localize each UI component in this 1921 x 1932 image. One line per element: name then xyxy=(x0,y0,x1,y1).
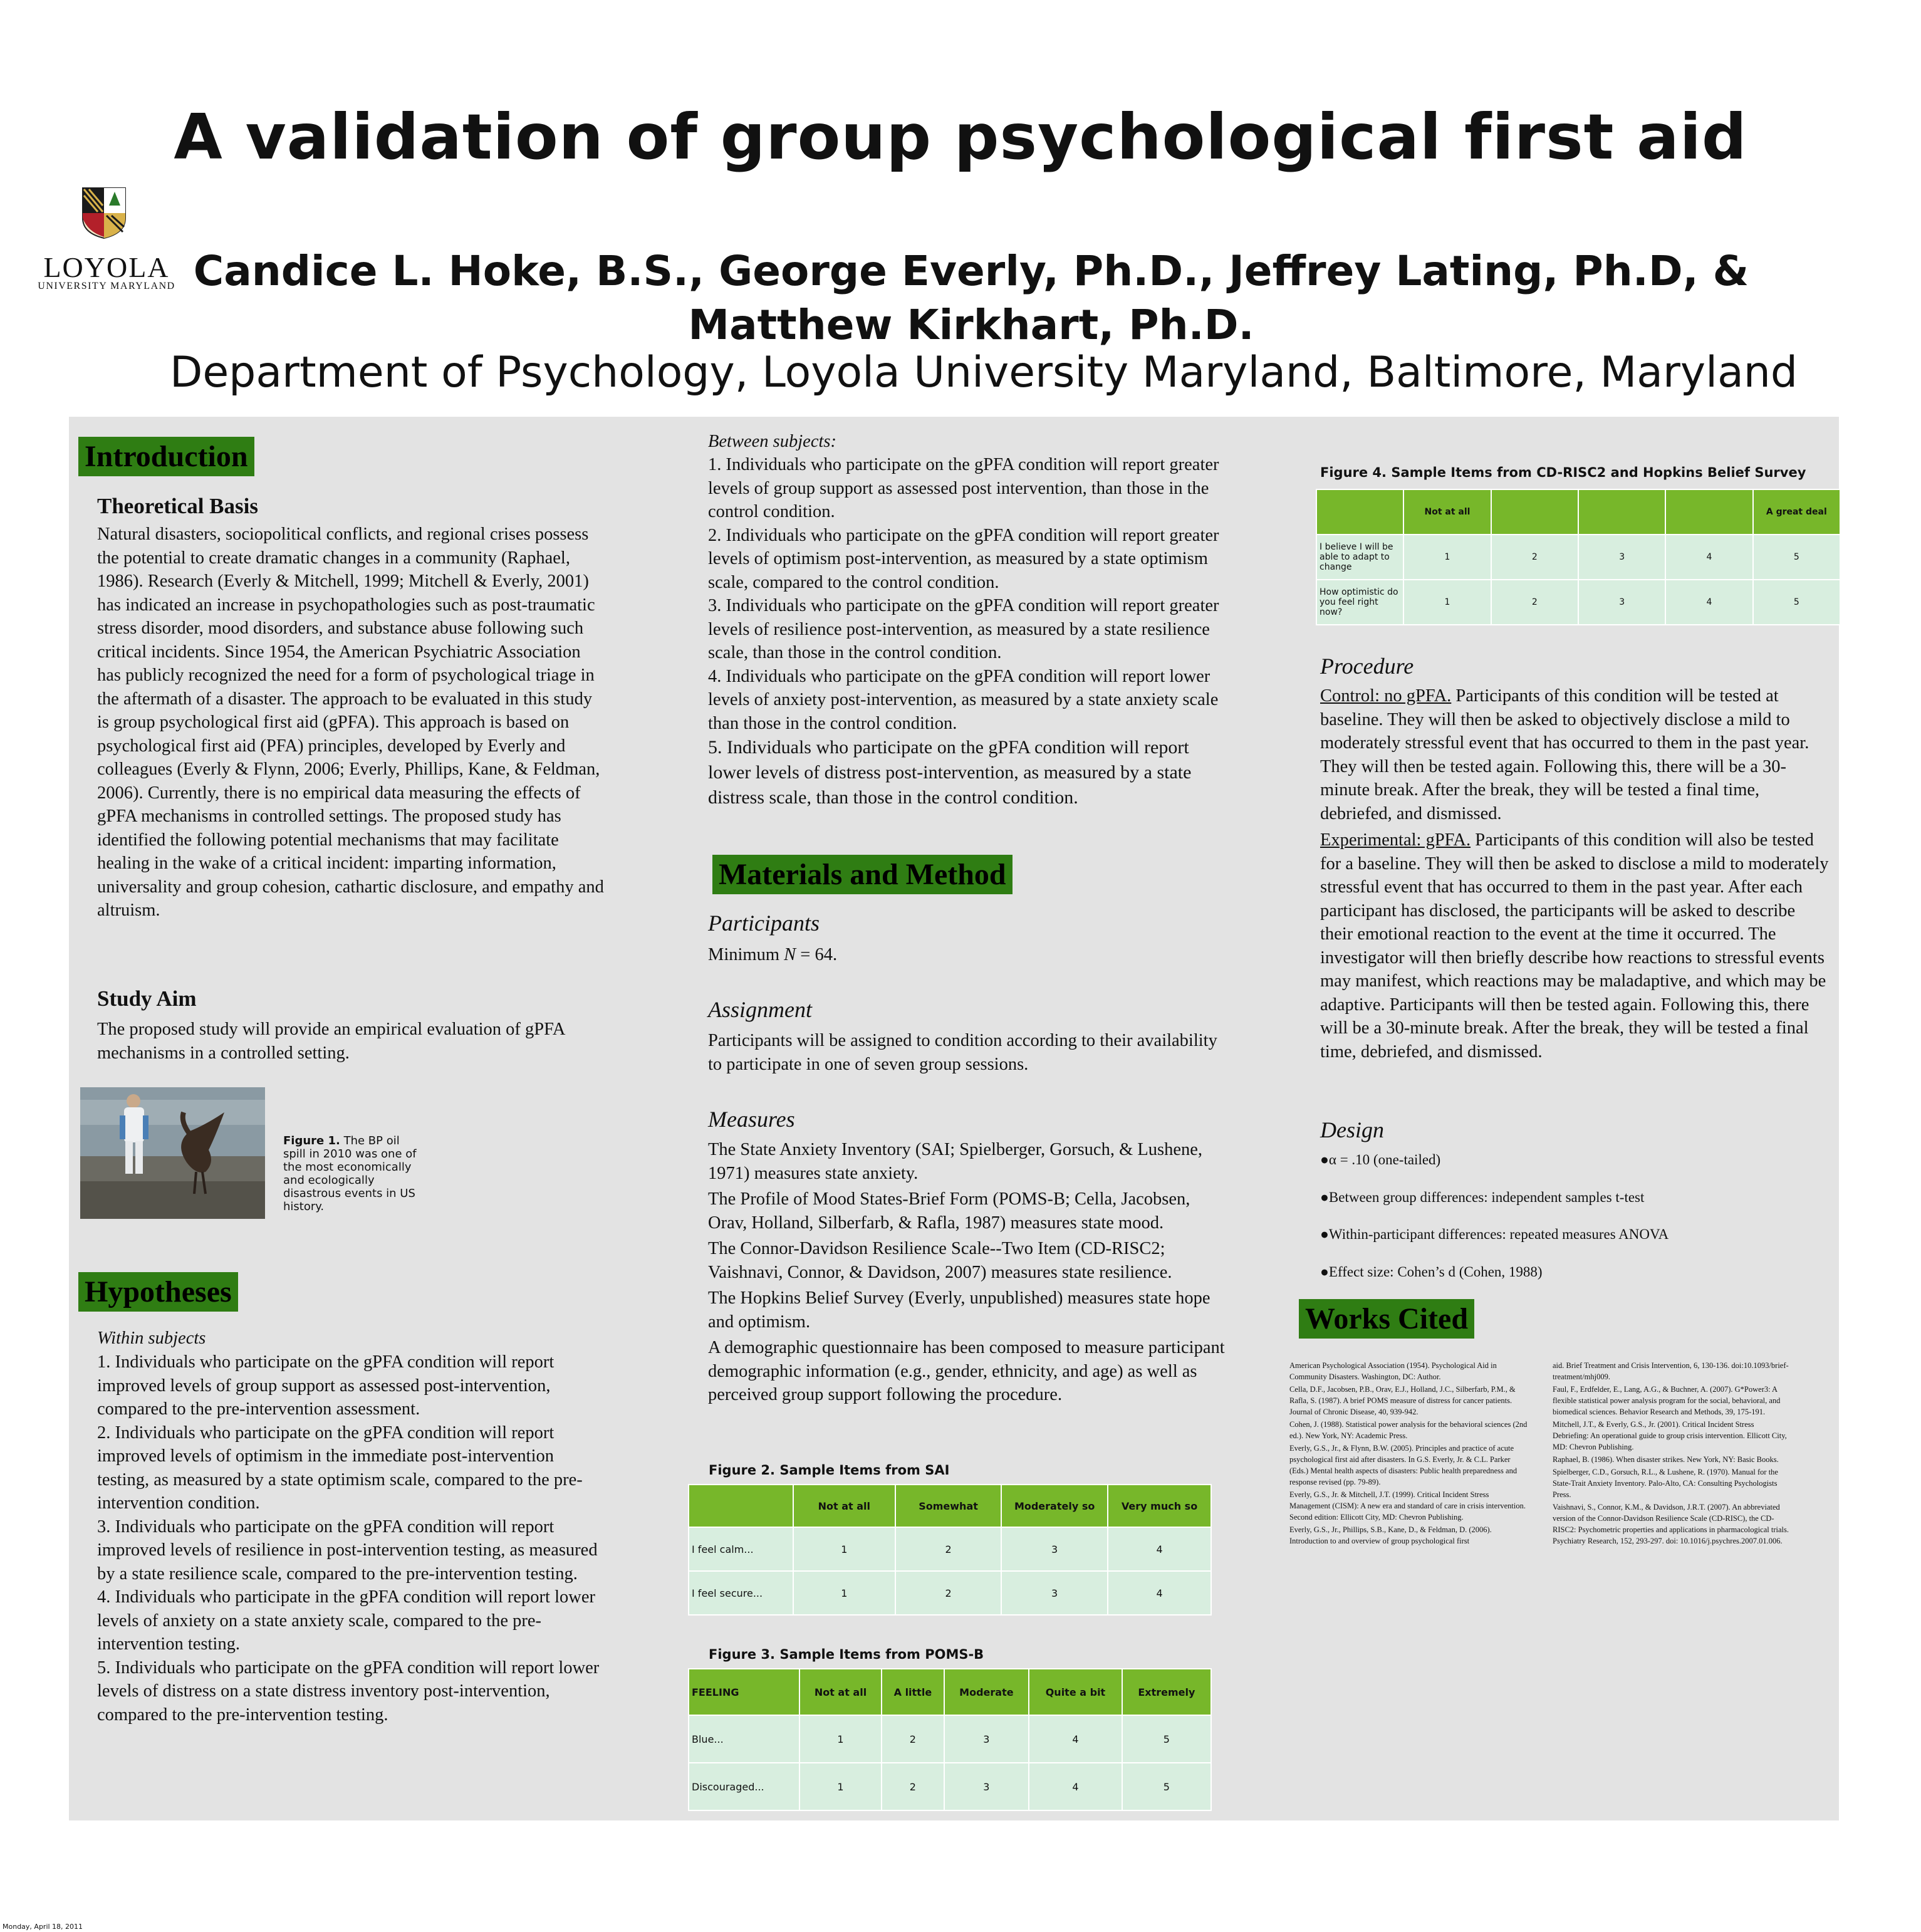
reference-item: aid. Brief Treatment and Crisis Intervention, 6, 130-136. doi:10.1093/brief-treatment/mhj009. xyxy=(1553,1361,1789,1381)
figure2-header-cell xyxy=(689,1485,793,1527)
design-item: ●α = .10 (one-tailed) xyxy=(1320,1152,1441,1167)
figure3-header-cell: Not at all xyxy=(799,1669,882,1715)
study-aim-heading: Study Aim xyxy=(97,986,197,1011)
participants-text xyxy=(708,943,1222,967)
assignment-text: Participants will be assigned to condition according to their availability to participate in one of seven group sessions. xyxy=(708,1031,1217,1074)
assignment-heading: Assignment xyxy=(708,997,812,1022)
measure-cdrisc: The Connor-Davidson Resilience Scale--Two Item (CD-RISC2; Vaishnavi, Connor, & Davidson, 2007) measures state resilience. xyxy=(708,1239,1172,1282)
design-list xyxy=(1320,1148,1831,1283)
figure4-cell: 1 xyxy=(1403,535,1491,580)
participants-heading: Participants xyxy=(708,911,820,936)
within-hypothesis-2: 2. Individuals who participate on the gPFA condition will report improved levels of optimism in the immediate post-intervention testing, as measured by a state optimism scale, compared to the pre-intervention condition. xyxy=(97,1423,583,1513)
reference-item: Vaishnavi, S., Connor, K.M., & Davidson, J.R.T. (2007). An abbreviated version of the Connor-Davidson Resilience Scale (CD-RISC), the CD-RISC2: Psychometric properties and applications in pharmacological trials. Psychiatry Research, 152, 293-297. doi: 10.1016/j.psychres.2007.01.006. xyxy=(1553,1503,1789,1545)
figure3-cell: 1 xyxy=(799,1715,882,1763)
materials-method-heading: Materials and Method xyxy=(712,855,1013,894)
figure3-cell: 5 xyxy=(1122,1715,1211,1763)
between-subjects-list xyxy=(708,453,1228,810)
table-row xyxy=(1316,535,1840,580)
within-hypothesis-3: 3. Individuals who participate on the gPFA condition will report improved levels of resilience in post-intervention testing, as measured by a state resilience scale, compared to the pre-intervention testing. xyxy=(97,1517,598,1584)
within-subjects-list xyxy=(97,1350,608,1726)
oil-spill-photo xyxy=(80,1087,265,1219)
between-subjects-label: Between subjects: xyxy=(708,432,836,451)
figure2-header-cell: Very much so xyxy=(1108,1485,1211,1527)
figure4-header-cell xyxy=(1665,489,1752,535)
figure2-cell: 3 xyxy=(1001,1527,1108,1571)
figure4-table xyxy=(1316,489,1841,625)
figure2-header-cell: Moderately so xyxy=(1001,1485,1108,1527)
measure-demographic: A demographic questionnaire has been composed to measure participant demographic information (e.g., gender, ethnicity, and age) as well as perceived group support following the procedure. xyxy=(708,1338,1225,1404)
design-item-effect-size: Effect size: Cohen’s d (Cohen, 1988) xyxy=(1328,1263,1543,1280)
figure3-header-cell: Extremely xyxy=(1122,1669,1211,1715)
figure2-cell: 2 xyxy=(895,1571,1001,1615)
table-row xyxy=(689,1571,1211,1615)
hypotheses-heading: Hypotheses xyxy=(78,1272,238,1312)
shield-icon xyxy=(81,187,127,239)
references-right xyxy=(1553,1360,1791,1548)
logo-subtitle: UNIVERSITY MARYLAND xyxy=(38,281,175,291)
figure1-caption xyxy=(283,1134,421,1213)
figure1-caption-text: The BP oil spill in 2010 was one of the most economically and ecologically disastrous events in US history. xyxy=(283,1134,417,1213)
department-affiliation: Department of Psychology, Loyola University Maryland, Baltimore, Maryland xyxy=(169,348,1798,397)
figure4-cell: 4 xyxy=(1665,535,1752,580)
between-hypothesis-4: 4. Individuals who participate on the gPFA condition will report lower levels of anxiety post-intervention, as measured by a state anxiety scale than those in the control condition. xyxy=(708,666,1219,733)
figure4-cell: 4 xyxy=(1665,580,1752,625)
control-label: Control: no gPFA. xyxy=(1320,686,1452,706)
figure2-header-cell: Somewhat xyxy=(895,1485,1001,1527)
participants-n: N xyxy=(784,945,796,964)
figure3-table xyxy=(688,1668,1212,1811)
figure4-header-cell xyxy=(1316,489,1403,535)
procedure-experimental xyxy=(1320,828,1831,1063)
figure3-title: Figure 3. Sample Items from POMS-B xyxy=(709,1647,984,1662)
figure2-cell: 1 xyxy=(793,1571,895,1615)
within-subjects-label: Within subjects xyxy=(97,1329,206,1348)
figure2-table xyxy=(688,1484,1212,1616)
between-hypothesis-2: 2. Individuals who participate on the gPFA condition will report greater levels of optimism post-intervention, as measured by a state optimism scale, compared to the control condition. xyxy=(708,525,1219,592)
figure4-header-cell xyxy=(1578,489,1665,535)
within-hypothesis-4: 4. Individuals who participate in the gPFA condition will report lower levels of anxiety on a state anxiety scale, compared to the pre-intervention testing. xyxy=(97,1587,595,1654)
reference-item: Cella, D.F., Jacobsen, P.B., Orav, E.J., Holland, J.C., Silberfarb, P.M., & Rafla, S. (1987). A brief POMS measure of distress for cancer patients. Journal of Chronic Disease, 40, 939-942. xyxy=(1289,1385,1516,1416)
logo-wordmark: LOYOLA xyxy=(43,251,170,283)
reference-item: Raphael, B. (1986). When disaster strikes. New York, NY: Basic Books. xyxy=(1553,1455,1779,1464)
figure4-cell: 5 xyxy=(1753,580,1840,625)
figure3-cell: 2 xyxy=(882,1715,944,1763)
participants-text-pre: Minimum xyxy=(708,945,784,964)
figure2-cell: I feel secure... xyxy=(689,1571,793,1615)
design-heading: Design xyxy=(1320,1117,1384,1142)
figure3-cell: 3 xyxy=(944,1715,1029,1763)
figure4-title: Figure 4. Sample Items from CD-RISC2 and Hopkins Belief Survey xyxy=(1320,465,1806,480)
study-aim-text: The proposed study will provide an empirical evaluation of gPFA mechanisms in a controlled setting. xyxy=(97,1020,565,1063)
reference-item: Cohen, J. (1988). Statistical power analysis for the behavioral sciences (2nd ed.). New York, NY: Academic Press. xyxy=(1289,1420,1528,1440)
works-cited-heading: Works Cited xyxy=(1299,1299,1474,1339)
reference-item: Spielberger, C.D., Gorsuch, R.L., & Lushene, R. (1970). Manual for the State-Trait Anxiety Inventory. Palo-Alto, CA: Consulting Psychologists Press. xyxy=(1553,1468,1778,1499)
figure4-cell: 3 xyxy=(1578,535,1665,580)
figure4-cell: I believe I will be able to adapt to change xyxy=(1316,535,1403,580)
references-left xyxy=(1289,1360,1528,1548)
between-hypothesis-5: 5. Individuals who participate on the gPFA condition will report lower levels of distress post-intervention, as measured by a state distress scale, than those in the control condition. xyxy=(708,737,1192,808)
experimental-text: Participants of this condition will also be tested for a baseline. They will then be asked to disclose a mild to moderately stressful event that has occurred to them in the past year. After each participant has disclosed, the participants will be asked to describe their emotional reaction to the event at the time it occurred. The investigator will then briefly describe how reactions to stressful events may manifest, which reactions may be maladaptive, and which may be adaptive. Participants will then be tested again. Following this, there will be a 30-minute break. After the break, they will be tested a final time, debriefed, and dismissed. xyxy=(1320,830,1829,1062)
design-item-between: Between group differences: independent samples t-test xyxy=(1328,1189,1645,1205)
theoretical-basis-text: Natural disasters, sociopolitical conflicts, and regional crises possess the potential to create dramatic changes in a community (Raphael, 1986). Research (Everly & Mitchell, 1999; Mitchell & Everly, 2001) has indicated an increase in psychopathologies such as post-traumatic stress disorder, mood disorders, and substance abuse following such critical incidents. Since 1954, the American Psychiatric Association has publicly recognized the need for a form of psychological triage in the aftermath of a disaster. The approach to be evaluated in this study is group psychological first aid (gPFA). This approach is based on psychological first aid (PFA) principles, developed by Everly and colleagues (Everly & Flynn, 2006; Everly, Phillips, Kane, & Feldman, 2006). Currently, there is no empirical data measuring the effects of gPFA mechanisms in controlled settings. The proposed study has identified the following potential mechanisms that may facilitate healing in the wake of a critical incident: imparting information, universality and group cohesion, cathartic disclosure, and empathy and altruism. xyxy=(97,525,604,920)
poster-title: A validation of group psychological first aid xyxy=(174,100,1747,174)
figure4-header-cell: A great deal xyxy=(1753,489,1840,535)
figure2-cell: 4 xyxy=(1108,1527,1211,1571)
reference-item: Everly, G.S., Jr., & Flynn, B.W. (2005). Principles and practice of acute psychological first aid after disasters. In G.S. Everly, Jr. & C.L. Parker (Eds.) Mental health aspects of disasters: Public health preparedness and response revised (pp. 79-89). xyxy=(1289,1444,1518,1486)
figure2-cell: 3 xyxy=(1001,1571,1108,1615)
within-hypothesis-5: 5. Individuals who participate on the gPFA condition will report lower levels of distress on a state distress inventory post-intervention, compared to the pre-intervention testing. xyxy=(97,1658,600,1725)
figure3-header-cell: Quite a bit xyxy=(1029,1669,1122,1715)
between-hypothesis-3: 3. Individuals who participate on the gPFA condition will report greater levels of resilience post-intervention, as measured by a state resilience scale, than those in the control condition. xyxy=(708,596,1219,662)
reference-item: Everly, G.S., Jr., Phillips, S.B., Kane, D., & Feldman, D. (2006). Introduction to and overview of group psychological first xyxy=(1289,1525,1492,1545)
measure-hopkins: The Hopkins Belief Survey (Everly, unpublished) measures state hope and optimism. xyxy=(708,1288,1210,1332)
procedure-heading: Procedure xyxy=(1320,654,1414,679)
reference-item: Everly, G.S., Jr. & Mitchell, J.T. (1999). Critical Incident Stress Management (CISM): A new era and standard of care in crisis intervention. Second edition: Ellicott City, MD: Chevron Publishing. xyxy=(1289,1490,1526,1522)
figure2-cell: 4 xyxy=(1108,1571,1211,1615)
introduction-heading: Introduction xyxy=(78,437,254,476)
procedure-control xyxy=(1320,684,1831,825)
figure2-header-cell: Not at all xyxy=(793,1485,895,1527)
figure3-cell: Blue... xyxy=(689,1715,799,1763)
figure3-cell: 4 xyxy=(1029,1763,1122,1810)
figure3-header-cell: FEELING xyxy=(689,1669,799,1715)
figure3-header-cell: A little xyxy=(882,1669,944,1715)
loyola-logo xyxy=(34,182,179,295)
figure4-cell: How optimistic do you feel right now? xyxy=(1316,580,1403,625)
figure4-header-cell xyxy=(1491,489,1578,535)
reference-item: American Psychological Association (1954). Psychological Aid in Community Disasters. Washington, DC: Author. xyxy=(1289,1361,1497,1381)
table-row xyxy=(689,1763,1211,1810)
reference-item: Faul, F., Erdfelder, E., Lang, A.G., & Buchner, A. (2007). G*Power3: A flexible statistical power analysis program for the social, behavioral, and biomedical sciences. Behavior Research and Methods, 39, 175-191. xyxy=(1553,1385,1781,1416)
design-item-alpha: α = .10 (one-tailed) xyxy=(1328,1152,1441,1167)
figure2-cell: 2 xyxy=(895,1527,1001,1571)
design-item: ●Effect size: Cohen’s d (Cohen, 1988) xyxy=(1320,1263,1543,1280)
figure2-cell: 1 xyxy=(793,1527,895,1571)
design-item: ●Between group differences: independent samples t-test xyxy=(1320,1189,1645,1205)
figure3-cell: Discouraged... xyxy=(689,1763,799,1810)
table-row xyxy=(1316,580,1840,625)
theoretical-basis-heading: Theoretical Basis xyxy=(97,494,258,518)
between-hypothesis-1: 1. Individuals who participate on the gPFA condition will report greater levels of group support as assessed post intervention, than those in the control condition. xyxy=(708,455,1219,521)
footer-date: Monday, April 18, 2011 xyxy=(3,1923,83,1931)
figure4-cell: 2 xyxy=(1491,580,1578,625)
figure4-cell: 5 xyxy=(1753,535,1840,580)
figure3-cell: 1 xyxy=(799,1763,882,1810)
participants-text-post: = 64. xyxy=(796,945,838,964)
experimental-label: Experimental: gPFA. xyxy=(1320,830,1471,850)
within-hypothesis-1: 1. Individuals who participate on the gPFA condition will report improved levels of group support as assessed post-intervention, compared to the pre-intervention assessment. xyxy=(97,1352,554,1419)
measure-poms: The Profile of Mood States-Brief Form (POMS-B; Cella, Jacobsen, Orav, Holland, Silberfarb, & Rafla, 1987) measures state mood. xyxy=(708,1189,1190,1233)
figure4-cell: 3 xyxy=(1578,580,1665,625)
table-row xyxy=(689,1715,1211,1763)
figure4-cell: 1 xyxy=(1403,580,1491,625)
figure4-header-cell: Not at all xyxy=(1403,489,1491,535)
table-row xyxy=(689,1527,1211,1571)
figure1-label: Figure 1. xyxy=(283,1134,340,1147)
figure3-cell: 3 xyxy=(944,1763,1029,1810)
figure3-header-cell: Moderate xyxy=(944,1669,1029,1715)
design-item: ●Within-participant differences: repeated measures ANOVA xyxy=(1320,1226,1669,1242)
figure3-cell: 5 xyxy=(1122,1763,1211,1810)
reference-item: Mitchell, J.T., & Everly, G.S., Jr. (2001). Critical Incident Stress Debriefing: An operational guide to group crisis intervention. Ellicott City, MD: Chevron Publishing. xyxy=(1553,1420,1787,1451)
figure3-cell: 2 xyxy=(882,1763,944,1810)
control-text: Participants of this condition will be tested at baseline. They will then be asked to objectively disclose a mild to moderately stressful event that has occurred to them in the past year. They will then be tested again. Following this, there will be a 30-minute break. After the break, they will be tested a final time, debriefed, and dismissed. xyxy=(1320,686,1809,823)
design-item-within: Within-participant differences: repeated measures ANOVA xyxy=(1328,1226,1669,1242)
author-list: Candice L. Hoke, B.S., George Everly, Ph.D., Jeffrey Lating, Ph.D, & Matthew Kirkhart, Ph.D. xyxy=(193,247,1749,349)
figure2-title: Figure 2. Sample Items from SAI xyxy=(709,1463,950,1478)
measure-sai: The State Anxiety Inventory (SAI; Spielberger, Gorsuch, & Lushene, 1971) measures state anxiety. xyxy=(708,1140,1203,1183)
figure2-cell: I feel calm... xyxy=(689,1527,793,1571)
measures-list xyxy=(708,1138,1228,1407)
figure3-cell: 4 xyxy=(1029,1715,1122,1763)
measures-heading: Measures xyxy=(708,1107,795,1132)
figure4-cell: 2 xyxy=(1491,535,1578,580)
